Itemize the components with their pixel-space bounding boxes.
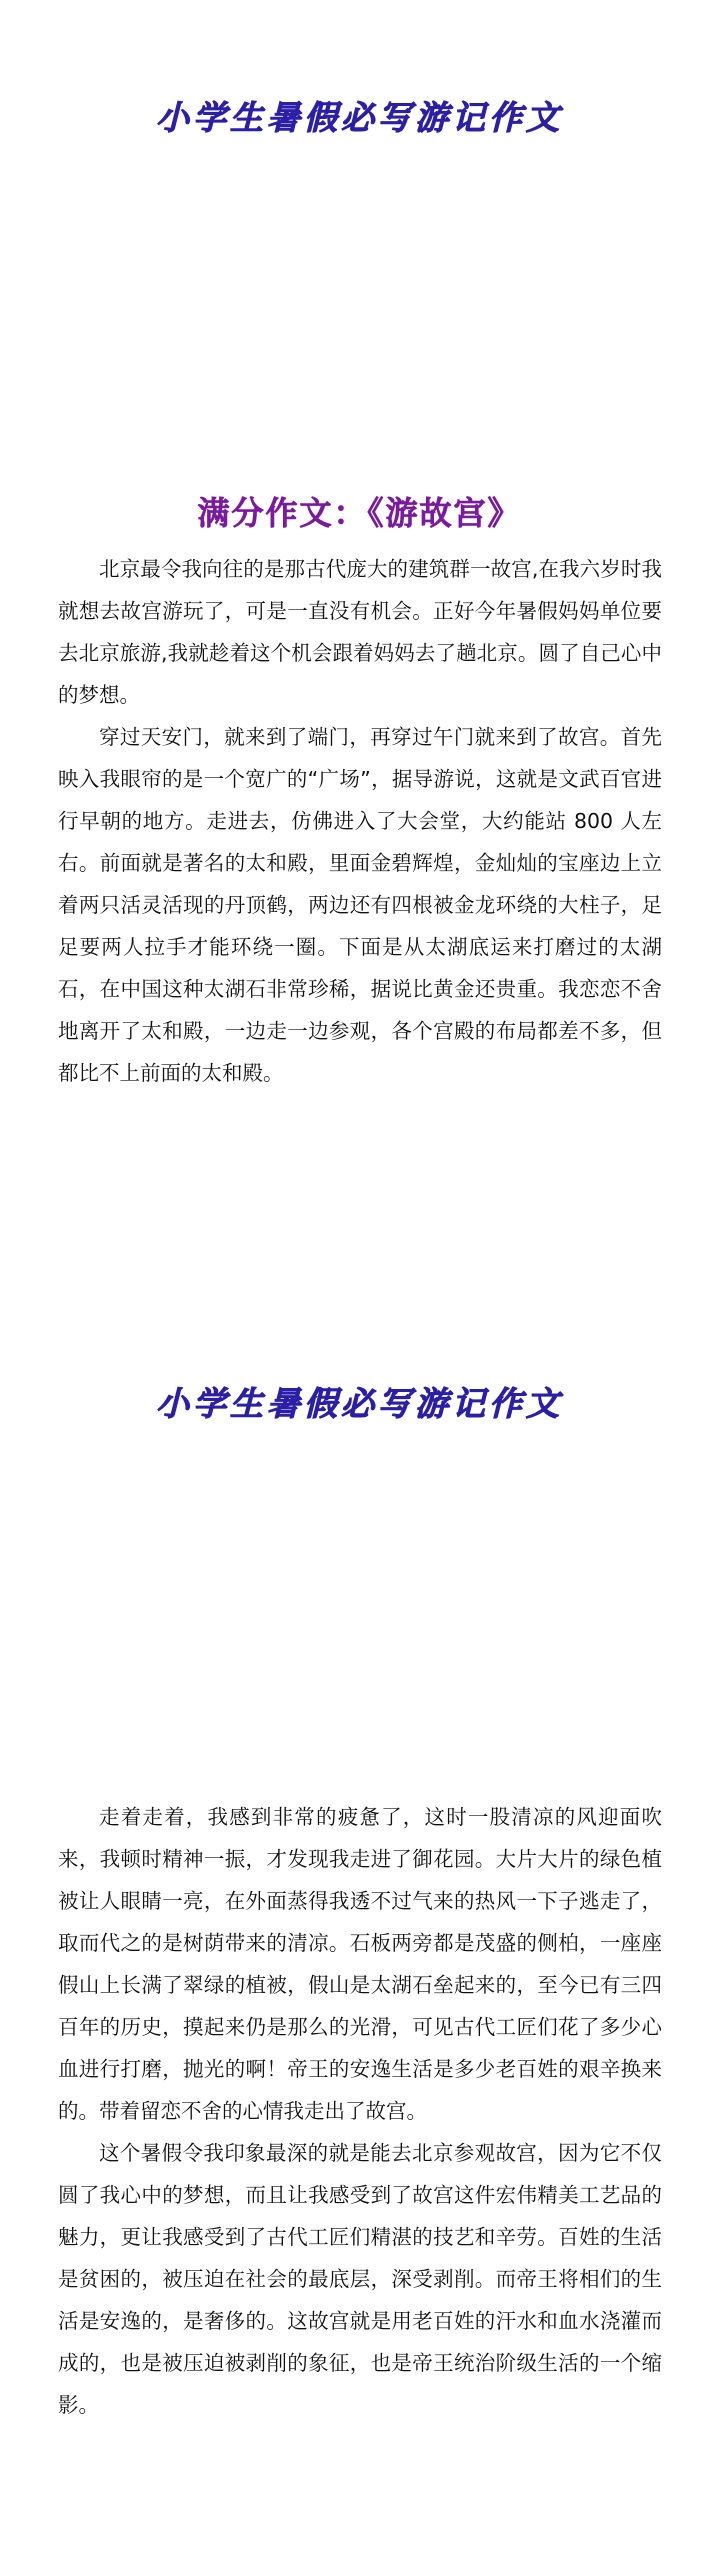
essay-paragraph: 这个暑假令我印象最深的就是能去北京参观故宫，因为它不仅圆了我心中的梦想，而且让我感受到了故宫这件宏伟精美工艺品的魅力，更让我感受到了古代工匠们精湛的技艺和辛劳。百姓的生活是贫困的，被压迫在社会的最底层，深受剥削。而帝王将相们的生活是安逸的，是奢侈的。这故宫就是用老百姓的汗水和血水浇灌而成的，也是被压迫被剥削的象征，也是帝王统治阶级生活的一个缩影。 — [58, 2141, 662, 2417]
essay-body-part-1 — [58, 548, 662, 1094]
essay-title: 满分作文：《游故宫》 — [197, 494, 522, 532]
essay-paragraph: 走着走着，我感到非常的疲惫了，这时一股清凉的风迎面吹来，我顿时精神一振，才发现我走进了御花园。大片大片的绿色植被让人眼睛一亮，在外面蒸得我透不过气来的热风一下子逃走了，取而代之的是树荫带来的清凉。石板两旁都是茂盛的侧柏，一座座假山上长满了翠绿的植被，假山是太湖石垒起来的，至今已有三四百年的历史，摸起来仍是那么的光滑，可见古代工匠们花了多少心血进行打磨，抛光的啊！帝王的安逸生活是多少老百姓的艰辛换来的。带着留恋不舍的心情我走出了故宫。 — [58, 1805, 662, 2123]
essay-paragraph: 北京最令我向往的是那古代庞大的建筑群一故宫,在我六岁时我就想去故宫游玩了，可是一直没有机会。正好今年暑假妈妈单位要去北京旅游,我就趁着这个机会跟着妈妈去了趟北京。圆了自己心中的梦想。 — [58, 557, 662, 707]
page-banner-middle: 小学生暑假必写游记作文 — [156, 1384, 563, 1423]
essay-body-part-2 — [58, 1796, 662, 2426]
page-banner-top: 小学生暑假必写游记作文 — [156, 98, 563, 137]
essay-paragraph: 穿过天安门，就来到了端门，再穿过午门就来到了故宫。首先映入我眼帘的是一个宽广的“广场”，据导游说，这就是文武百官进行早朝的地方。走进去，仿佛进入了大会堂，大约能站 800 人左右。前面就是著名的太和殿，里面金碧辉煌，金灿灿的宝座边上立着两只活灵活现的丹顶鹤，两边还有四根被金龙环绕的大柱子，足足要两人拉手才能环绕一圈。下面是从太湖底运来打磨过的太湖石，在中国这种太湖石非常珍稀，据说比黄金还贵重。我恋恋不舍地离开了太和殿，一边走一边参观，各个宫殿的布局都差不多，但都比不上前面的太和殿。 — [58, 725, 662, 1085]
